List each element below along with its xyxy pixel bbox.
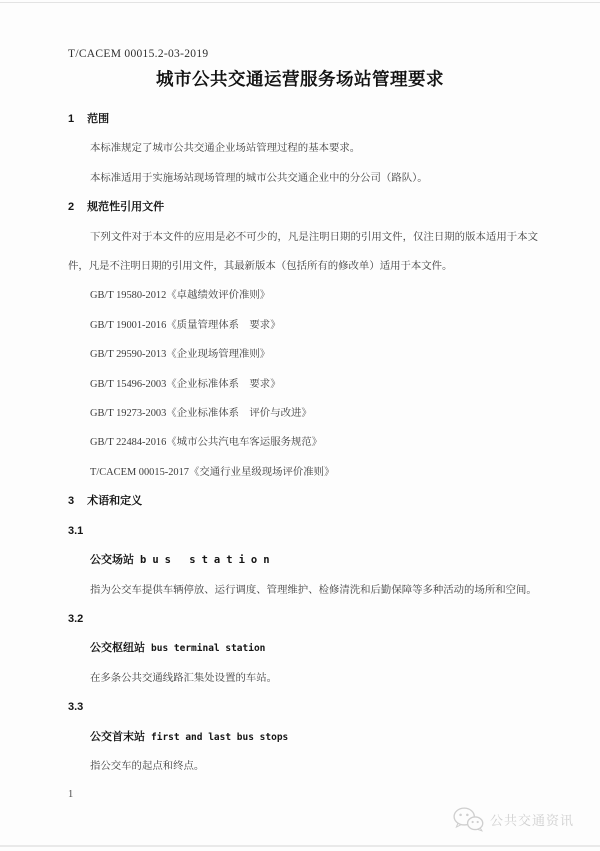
scope-paragraph-1: 本标准规定了城市公共交通企业场站管理过程的基本要求。 xyxy=(90,143,361,155)
term-en-label: bus terminal station xyxy=(151,643,266,655)
section-terms-title: 术语和定义 xyxy=(87,495,143,508)
watermark xyxy=(452,806,574,833)
section-references-title: 规范性引用文件 xyxy=(87,201,165,214)
section-scope-title: 范围 xyxy=(87,113,110,125)
term-zh-label: 公交枢纽站 xyxy=(90,642,145,655)
section-references-number: 2 xyxy=(68,201,75,214)
watermark-label: 公共交通资讯 xyxy=(489,813,574,828)
section-terms-number: 3 xyxy=(68,495,75,508)
term-number: 3.3 xyxy=(68,701,84,714)
reference-item: GB/T 29590-2013《企业现场管理准则》 xyxy=(90,349,271,361)
term-definition: 指为公交车提供车辆停放、运行调度、管理维护、检修清洗和后勤保障等多种活动的场所和空间。 xyxy=(90,584,537,596)
term-en-label: first and last bus stops xyxy=(151,731,289,743)
term-title xyxy=(68,634,538,663)
term-zh-label: 公交首末站 xyxy=(90,730,145,743)
term-en-label: bus station xyxy=(140,554,276,567)
doc-title: 城市公共交通运营服务场站管理要求 xyxy=(156,69,444,89)
term-definition: 在多条公共交通线路汇集处设置的车站。 xyxy=(90,672,278,684)
section-scope-number: 1 xyxy=(68,113,75,125)
term-zh-label: 公交场站 xyxy=(90,554,134,567)
page-top-edge xyxy=(0,2,600,3)
reference-item: GB/T 15496-2003《企业标准体系 要求》 xyxy=(90,378,281,390)
wechat-icon xyxy=(452,806,484,833)
references-intro: 下列文件对于本文件的应用是必不可少的，凡是注明日期的引用文件，仅注日期的版本适用于本文件，凡是不注明日期的引用文件，其最新版本（包括所有的修改单）适用于本文件。 xyxy=(68,231,538,273)
term-title xyxy=(68,723,538,752)
reference-item: GB/T 19273-2003《企业标准体系 评价与改进》 xyxy=(90,408,312,420)
reference-item: T/CACEM 00015-2017《交通行业星级现场评价准则》 xyxy=(90,466,335,478)
term-definition: 指公交车的起点和终点。 xyxy=(90,760,205,772)
term-title xyxy=(68,546,538,575)
section-scope-heading xyxy=(68,105,538,134)
section-references-heading xyxy=(68,193,538,222)
page-number: 1 xyxy=(68,789,74,800)
term-number: 3.1 xyxy=(68,524,84,537)
doc-content xyxy=(68,105,538,781)
reference-item: GB/T 19001-2016《质量管理体系 要求》 xyxy=(90,319,281,331)
reference-item: GB/T 19580-2012《卓越绩效评价准则》 xyxy=(90,290,271,302)
scope-paragraph-2: 本标准适用于实施场站现场管理的城市公共交通企业中的分公司（路队）。 xyxy=(90,172,428,184)
page-bottom-edge xyxy=(0,845,600,847)
doc-code: T/CACEM 00015.2-03-2019 xyxy=(68,48,209,60)
reference-item: GB/T 22484-2016《城市公共汽电车客运服务规范》 xyxy=(90,437,323,449)
term-number: 3.2 xyxy=(68,612,84,625)
section-terms-heading xyxy=(68,487,538,516)
